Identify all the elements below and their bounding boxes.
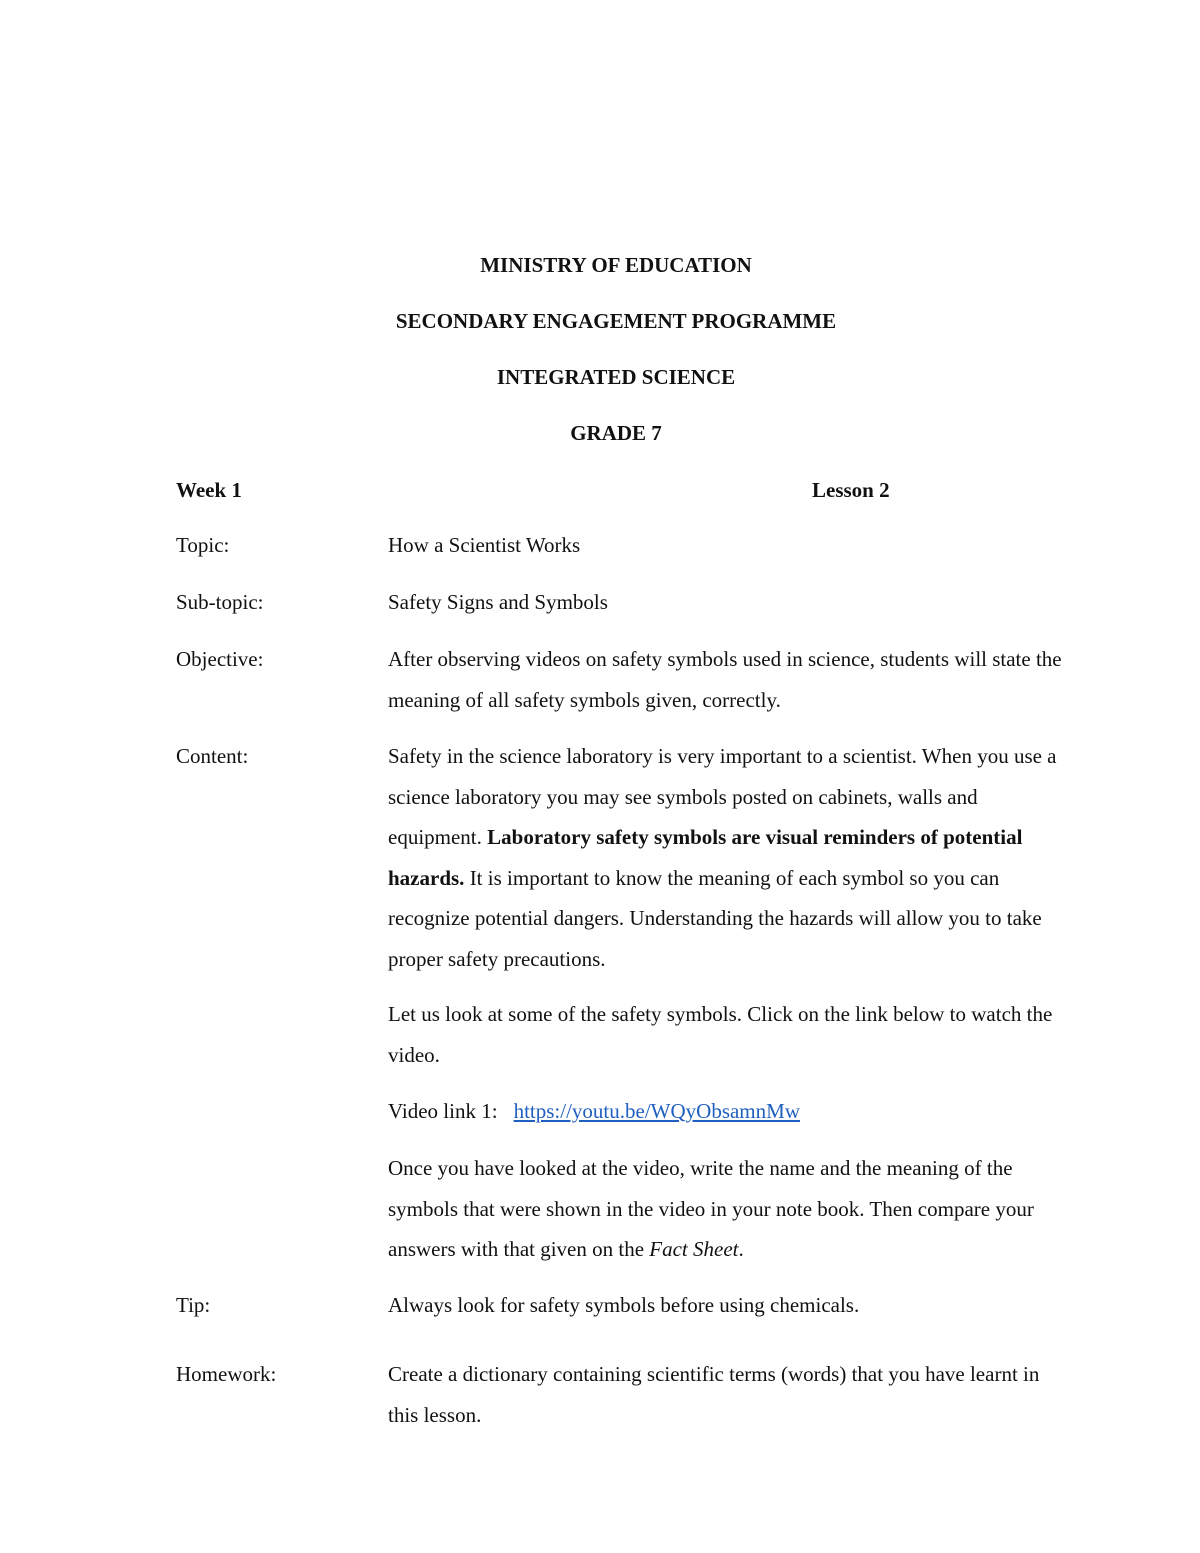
programme-heading: SECONDARY ENGAGEMENT PROGRAMME: [395, 309, 837, 333]
subject-heading: INTEGRATED SCIENCE: [496, 365, 736, 389]
grade-heading: GRADE 7: [570, 421, 662, 445]
subtopic-value: Safety Signs and Symbols: [388, 590, 608, 614]
week-label: Week 1: [176, 478, 242, 502]
content-p3-start: Once you have looked at the video, write the name and the meaning of the symbols that were shown in the video in your note book. Then compare your answers with that given on the: [388, 1156, 1034, 1261]
lesson-label: Lesson 2: [812, 478, 890, 502]
topic-value: How a Scientist Works: [388, 533, 581, 557]
video-link-label: Video link 1:: [388, 1099, 498, 1123]
content-p1-bold: Laboratory safety symbols are visual reminders of potential hazards.: [388, 825, 1023, 890]
content-paragraph-1: [388, 736, 1068, 979]
objective-label: Objective:: [176, 647, 264, 671]
content-paragraph-2: Let us look at some of the safety symbols. Click on the link below to watch the video.: [388, 1002, 1053, 1067]
content-p3-end: .: [738, 1237, 744, 1261]
topic-label: Topic:: [176, 533, 230, 557]
fact-sheet-text: Fact Sheet: [649, 1237, 739, 1261]
video-link[interactable]: https://youtu.be/WQyObsamnMw: [513, 1099, 800, 1123]
tip-value: Always look for safety symbols before using chemicals.: [388, 1293, 860, 1317]
objective-value: After observing videos on safety symbols used in science, students will state the meaning of all safety symbols given, correctly.: [388, 647, 1062, 712]
tip-label: Tip:: [176, 1293, 211, 1317]
homework-value: Create a dictionary containing scientific terms (words) that you have learnt in this lesson.: [388, 1362, 1040, 1427]
homework-label: Homework:: [176, 1362, 277, 1386]
content-paragraph-3: [388, 1148, 1068, 1270]
subtopic-label: Sub-topic:: [176, 590, 264, 614]
ministry-heading: MINISTRY OF EDUCATION: [480, 253, 752, 277]
video-link-row: [388, 1099, 800, 1123]
content-label: Content:: [176, 744, 249, 768]
content-p1-end: It is important to know the meaning of each symbol so you can recognize potential dangers. Understanding the hazards will allow you to take proper safety precautions.: [388, 865, 1042, 971]
content-p1-start: Safety in the science laboratory is very important to a scientist. When you use a science laboratory you may see symbols posted on cabinets, walls and equipment.: [388, 744, 1057, 849]
